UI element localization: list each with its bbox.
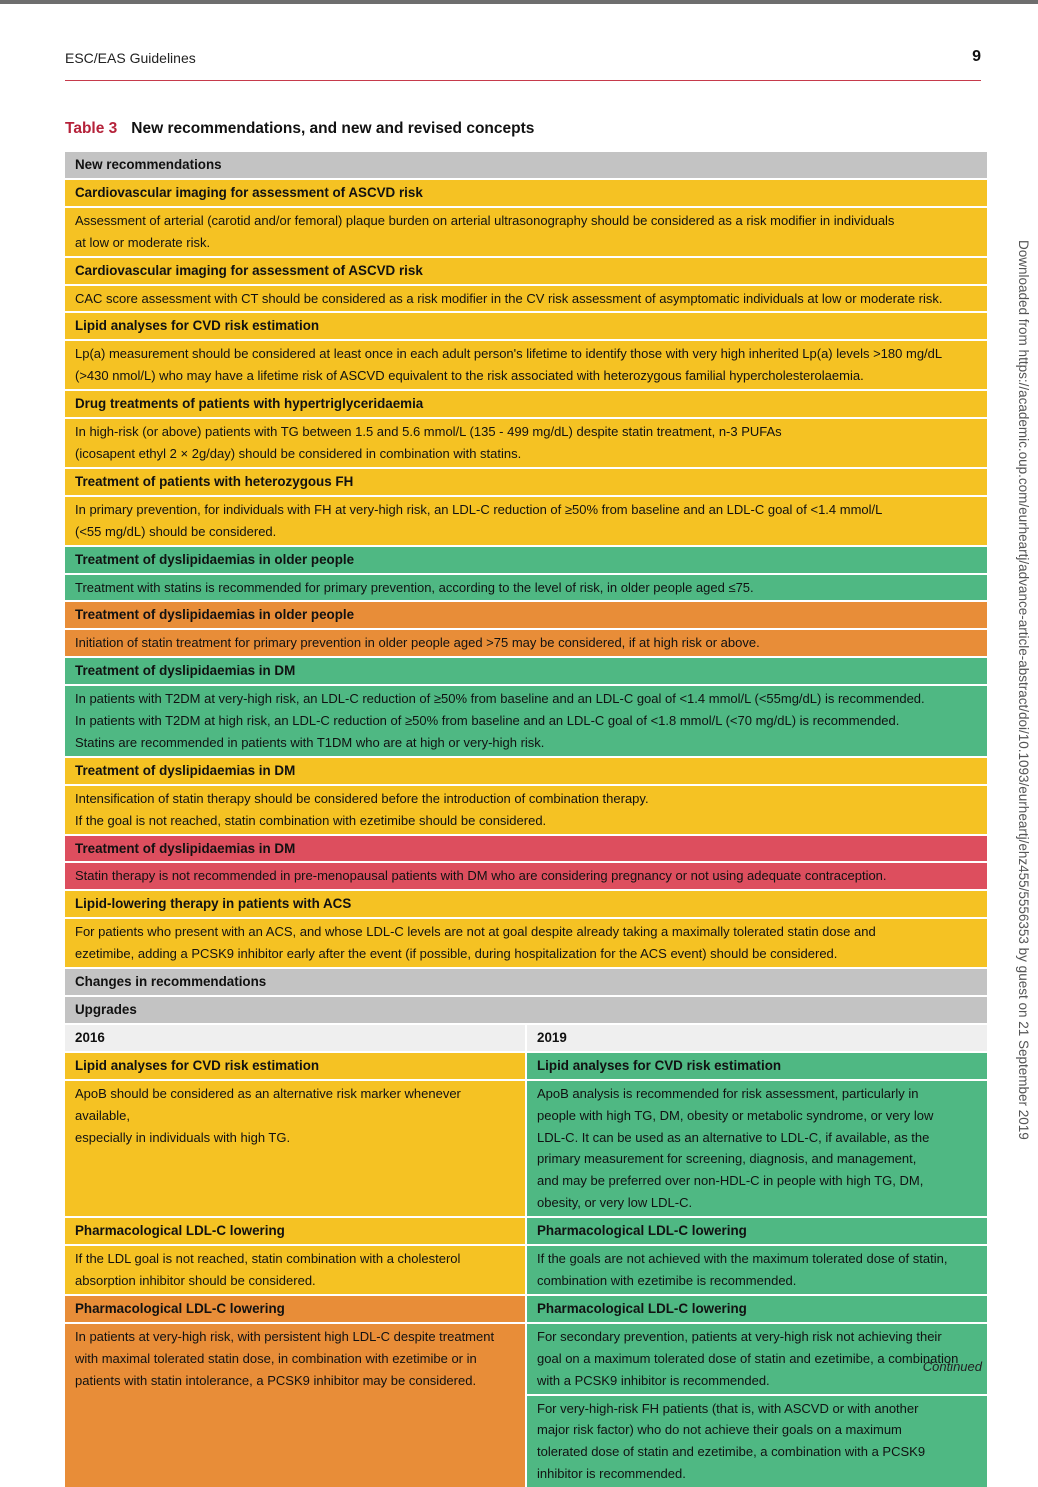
upgrade-right-heading: Pharmacological LDL-C lowering <box>527 1218 987 1244</box>
upgrade-right-text <box>527 1081 987 1216</box>
text-line: For secondary prevention, patients at very-high risk not achieving their <box>537 1326 977 1348</box>
upgrade-text-row <box>65 1081 987 1218</box>
text-line: goal on a maximum tolerated dose of statin and ezetimibe, a combination <box>537 1348 977 1370</box>
section-heading-upgrades: Upgrades <box>65 997 987 1025</box>
page-number: 9 <box>972 48 981 66</box>
table-caption <box>65 120 534 138</box>
text-line: patients with statin intolerance, a PCSK9 inhibitor may be considered. <box>75 1370 515 1392</box>
text-line: combination with ezetimibe is recommended. <box>537 1270 977 1292</box>
text-line: If the goal is not reached, statin combination with ezetimibe should be considered. <box>75 810 977 832</box>
text-line: In patients at very-high risk, with persistent high LDL-C despite treatment <box>75 1326 515 1348</box>
text-line: Statin therapy is not recommended in pre-menopausal patients with DM who are considering pregnancy or not using adequate contraception. <box>75 865 977 887</box>
table-number: Table 3 <box>65 120 117 137</box>
row-text <box>65 575 987 603</box>
text-line: If the goals are not achieved with the maximum tolerated dose of statin, <box>537 1248 977 1270</box>
running-header: ESC/EAS Guidelines <box>65 50 196 66</box>
row-heading: Treatment of patients with heterozygous FH <box>65 469 987 497</box>
text-line: (<55 mg/dL) should be considered. <box>75 521 977 543</box>
row-heading: Cardiovascular imaging for assessment of ASCVD risk <box>65 180 987 208</box>
row-heading: Treatment of dyslipidaemias in older people <box>65 547 987 575</box>
upgrade-right-text-2 <box>527 1396 987 1487</box>
row-heading: Lipid analyses for CVD risk estimation <box>65 313 987 341</box>
row-text <box>65 419 987 469</box>
upgrade-text-row <box>65 1324 987 1487</box>
table-title: New recommendations, and new and revised concepts <box>131 120 534 137</box>
upgrade-text-row <box>65 1246 987 1296</box>
text-line: absorption inhibitor should be considered. <box>75 1270 515 1292</box>
text-line: Lp(a) measurement should be considered at least once in each adult person's lifetime to identify those with very high inherited Lp(a) levels >180 mg/dL <box>75 343 977 365</box>
text-line: Statins are recommended in patients with T1DM who are at high or very-high risk. <box>75 732 977 754</box>
text-line: In patients with T2DM at high risk, an LDL-C reduction of ≥50% from baseline and an LDL-C goal of <1.8 mmol/L (<70 mg/dL) is recommended. <box>75 710 977 732</box>
row-text <box>65 497 987 547</box>
upgrade-left-heading: Lipid analyses for CVD risk estimation <box>65 1053 527 1079</box>
row-heading: Treatment of dyslipidaemias in DM <box>65 836 987 864</box>
text-line: inhibitor is recommended. <box>537 1463 977 1485</box>
section-heading-new: New recommendations <box>65 152 987 180</box>
text-line: and may be preferred over non-HDL-C in people with high TG, DM, <box>537 1170 977 1192</box>
upgrade-heading-row <box>65 1218 987 1246</box>
text-line: CAC score assessment with CT should be considered as a risk modifier in the CV risk assessment of asymptomatic individuals at low or moderate risk. <box>75 288 977 310</box>
upgrade-right-text <box>527 1324 987 1396</box>
row-heading: Treatment of dyslipidaemias in DM <box>65 758 987 786</box>
row-heading: Cardiovascular imaging for assessment of ASCVD risk <box>65 258 987 286</box>
upgrade-right-heading: Lipid analyses for CVD risk estimation <box>527 1053 987 1079</box>
section-heading-changes: Changes in recommendations <box>65 969 987 997</box>
column-2016: 2016 <box>65 1025 527 1051</box>
row-heading: Treatment of dyslipidaemias in DM <box>65 658 987 686</box>
column-2019: 2019 <box>527 1025 987 1051</box>
text-line: (>430 nmol/L) who may have a lifetime risk of ASCVD equivalent to the risk associated with heterozygous familial hypercholesterolaemia. <box>75 365 977 387</box>
text-line: In patients with T2DM at very-high risk, an LDL-C reduction of ≥50% from baseline and an LDL-C goal of <1.4 mmol/L (<55mg/dL) is recommended. <box>75 688 977 710</box>
text-line: major risk factor) who do not achieve their goals on a maximum <box>537 1419 977 1441</box>
text-line: ezetimibe, adding a PCSK9 inhibitor early after the event (if possible, during hospitalization for the ACS event) should be considered. <box>75 943 977 965</box>
text-line: ApoB analysis is recommended for risk assessment, particularly in <box>537 1083 977 1105</box>
row-text <box>65 863 987 891</box>
text-line: For patients who present with an ACS, and whose LDL-C levels are not at goal despite already taking a maximally tolerated statin dose and <box>75 921 977 943</box>
upgrade-right-text <box>527 1246 987 1294</box>
row-heading: Lipid-lowering therapy in patients with ACS <box>65 891 987 919</box>
text-line: primary measurement for screening, diagnosis, and management, <box>537 1148 977 1170</box>
row-text <box>65 686 987 758</box>
row-text <box>65 630 987 658</box>
text-line: Assessment of arterial (carotid and/or femoral) plaque burden on arterial ultrasonography should be considered as a risk modifier in individuals <box>75 210 977 232</box>
upgrade-left-text <box>65 1324 527 1487</box>
download-note: Downloaded from https://academic.oup.com/eurheartj/advance-article-abstract/doi/10.1093/eurheartj/ehz455/5556353 by guest on 21 September 2019 <box>1014 240 1032 1210</box>
row-text <box>65 786 987 836</box>
text-line: especially in individuals with high TG. <box>75 1127 515 1149</box>
text-line: ApoB should be considered as an alternative risk marker whenever available, <box>75 1083 515 1127</box>
text-line: Treatment with statins is recommended for primary prevention, according to the level of risk, in older people aged ≤75. <box>75 577 977 599</box>
text-line: at low or moderate risk. <box>75 232 977 254</box>
year-header-row <box>65 1025 987 1053</box>
text-line: Initiation of statin treatment for primary prevention in older people aged >75 may be considered, if at high risk or above. <box>75 632 977 654</box>
row-text <box>65 286 987 314</box>
text-line: Intensification of statin therapy should be considered before the introduction of combination therapy. <box>75 788 977 810</box>
recommendations-table <box>65 152 987 1487</box>
row-heading: Drug treatments of patients with hypertriglyceridaemia <box>65 391 987 419</box>
text-line: LDL-C. It can be used as an alternative to LDL-C, if available, as the <box>537 1127 977 1149</box>
upgrade-left-text <box>65 1081 527 1216</box>
upgrade-left-heading: Pharmacological LDL-C lowering <box>65 1218 527 1244</box>
text-line: tolerated dose of statin and ezetimibe, a combination with a PCSK9 <box>537 1441 977 1463</box>
text-line: In primary prevention, for individuals with FH at very-high risk, an LDL-C reduction of ≥50% from baseline and an LDL-C goal of <1.4 mmol/L <box>75 499 977 521</box>
upgrade-heading-row <box>65 1053 987 1081</box>
row-text <box>65 208 987 258</box>
upgrade-left-text <box>65 1246 527 1294</box>
top-border <box>0 0 1038 4</box>
upgrade-right-text-group <box>527 1324 987 1487</box>
header-rule <box>65 80 981 81</box>
row-heading: Treatment of dyslipidaemias in older people <box>65 602 987 630</box>
text-line: with maximal tolerated statin dose, in combination with ezetimibe or in <box>75 1348 515 1370</box>
text-line: with a PCSK9 inhibitor is recommended. <box>537 1370 977 1392</box>
upgrade-heading-row <box>65 1296 987 1324</box>
upgrade-right-heading: Pharmacological LDL-C lowering <box>527 1296 987 1322</box>
text-line: For very-high-risk FH patients (that is, with ASCVD or with another <box>537 1398 977 1420</box>
row-text <box>65 919 987 969</box>
text-line: obesity, or very low LDL-C. <box>537 1192 977 1214</box>
text-line: people with high TG, DM, obesity or metabolic syndrome, or very low <box>537 1105 977 1127</box>
row-text <box>65 341 987 391</box>
continued-note: Continued <box>923 1359 982 1374</box>
text-line: (icosapent ethyl 2 × 2g/day) should be considered in combination with statins. <box>75 443 977 465</box>
upgrade-left-heading: Pharmacological LDL-C lowering <box>65 1296 527 1322</box>
text-line: If the LDL goal is not reached, statin combination with a cholesterol <box>75 1248 515 1270</box>
text-line: In high-risk (or above) patients with TG between 1.5 and 5.6 mmol/L (135 - 499 mg/dL) despite statin treatment, n-3 PUFAs <box>75 421 977 443</box>
